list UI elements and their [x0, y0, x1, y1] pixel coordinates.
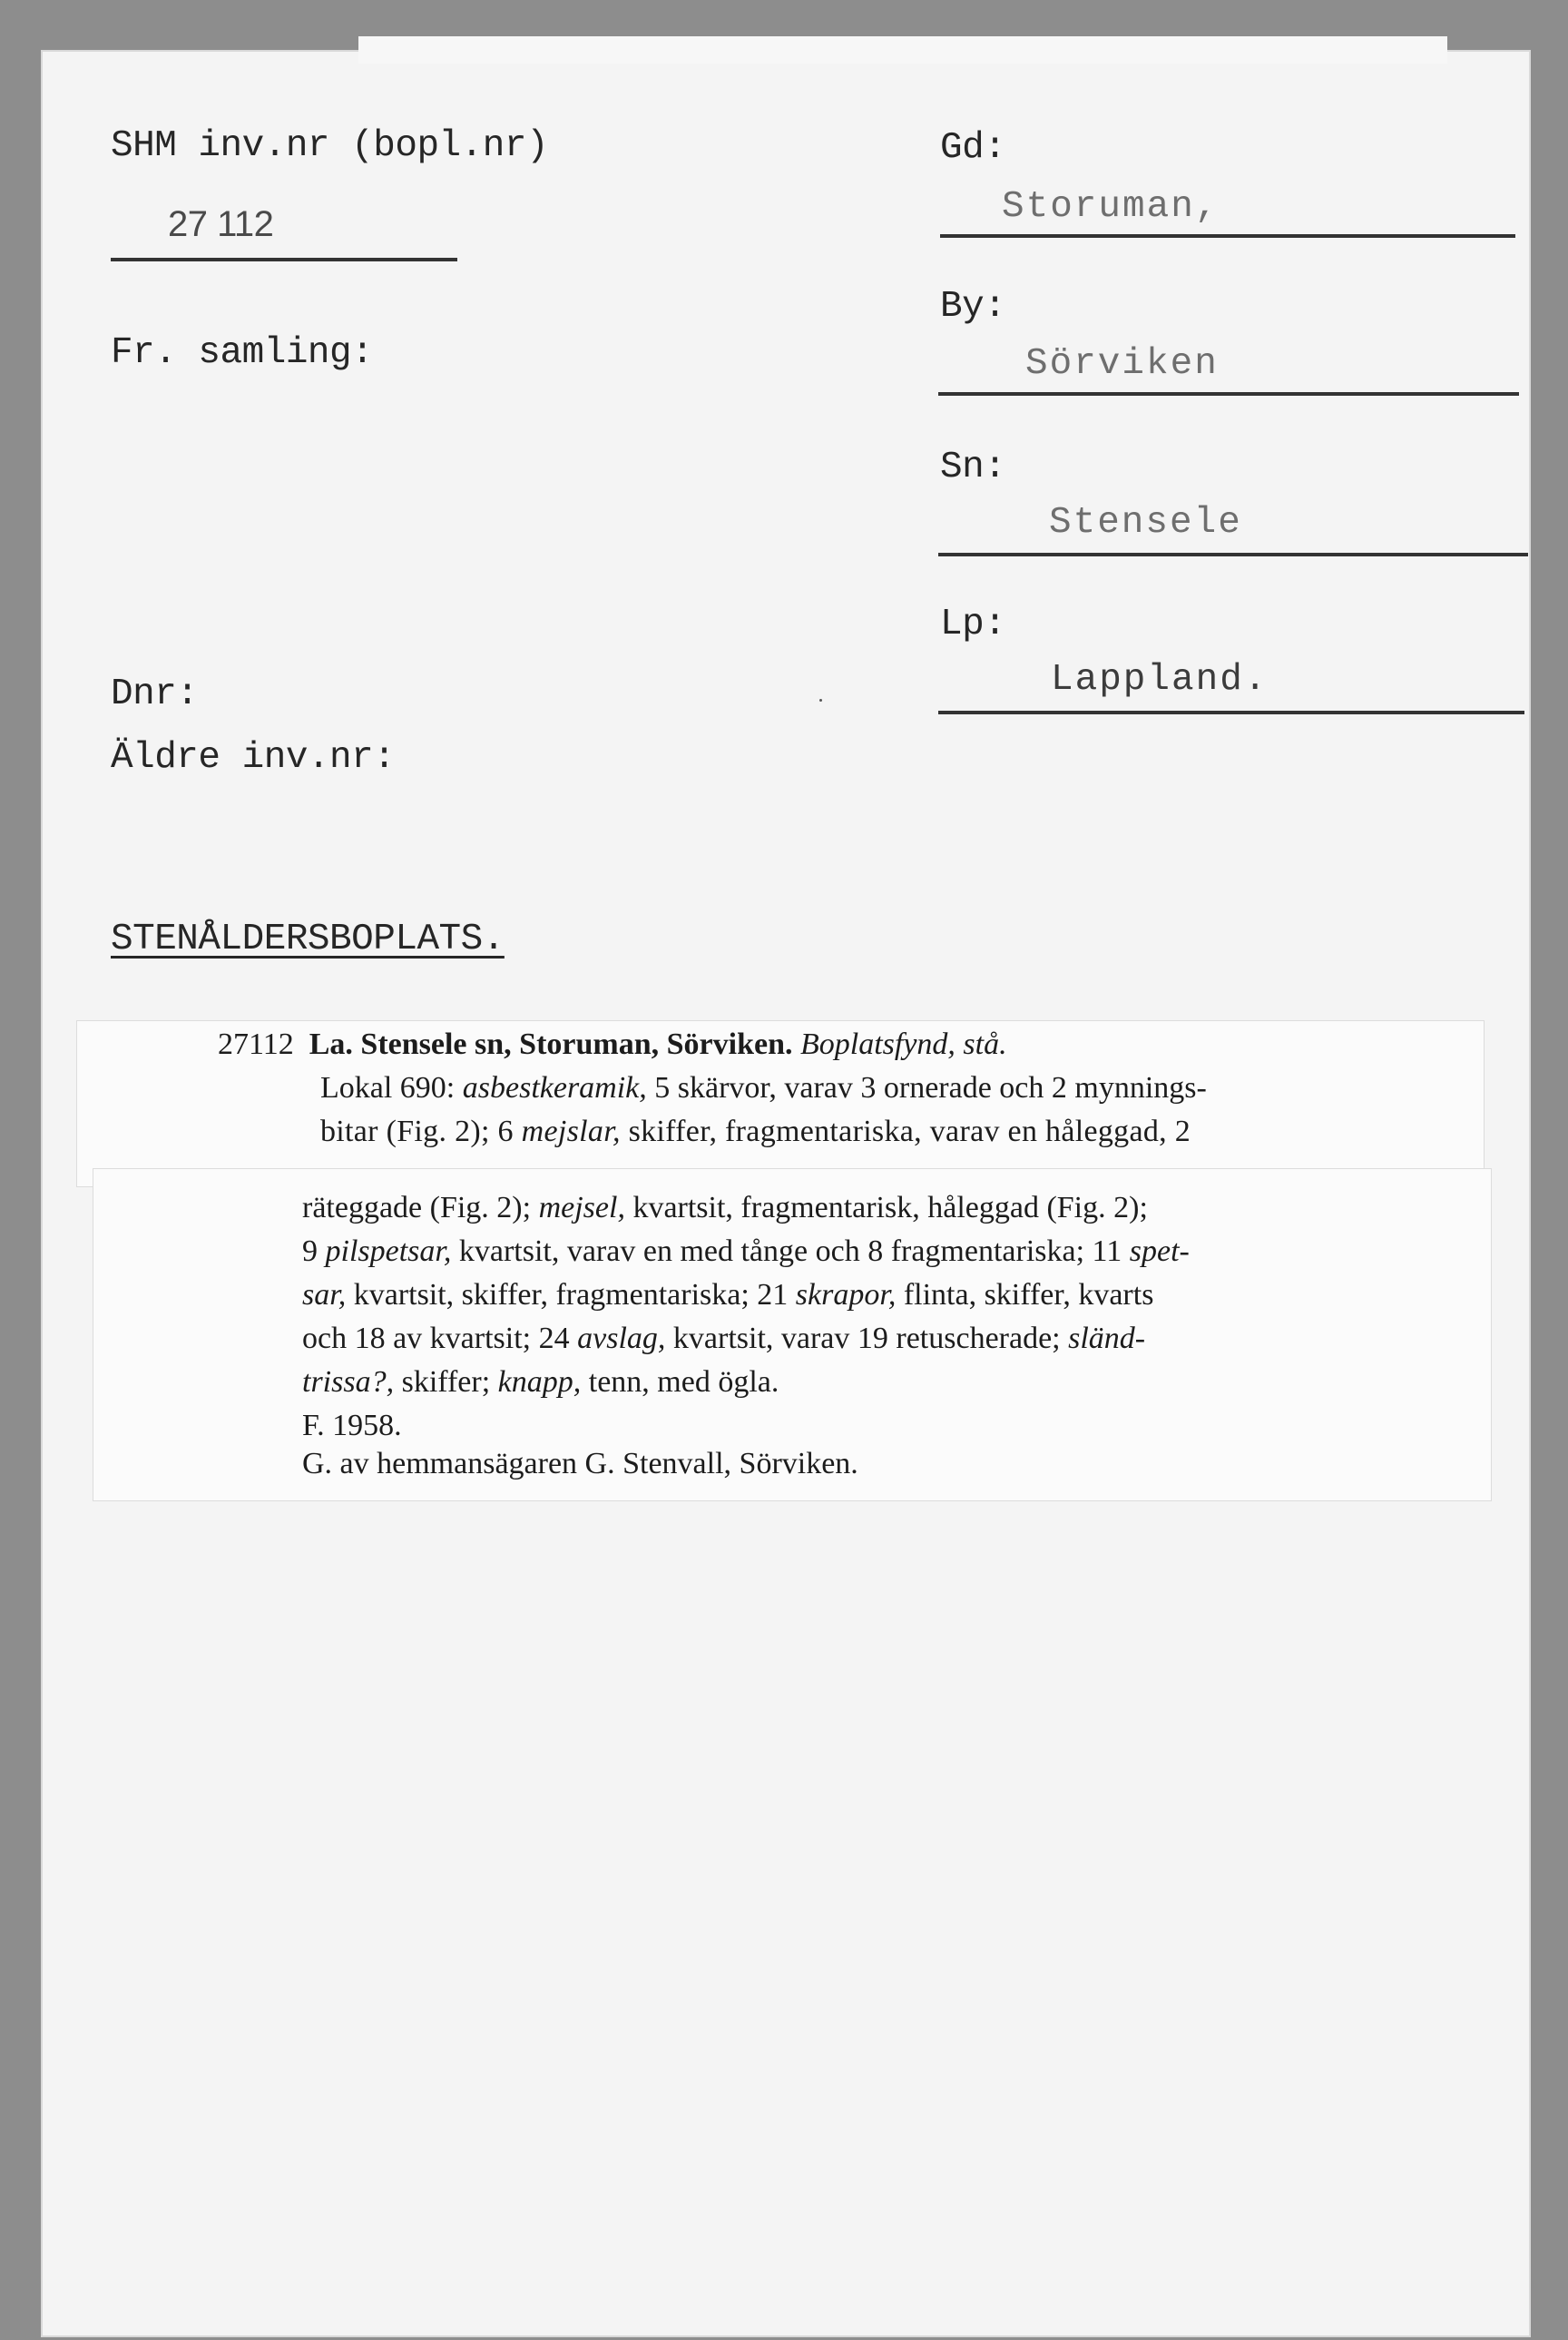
- clipping-line-10: G. av hemmansägaren G. Stenvall, Sörviken.: [302, 1447, 858, 1480]
- clipping-line-6: sar, kvartsit, skiffer, fragmentariska; 21 skrapor, flinta, skiffer, kvarts: [302, 1278, 1154, 1312]
- gd-underline: [940, 234, 1515, 238]
- sn-underline: [938, 553, 1528, 556]
- category-heading: STENÅLDERSBOPLATS.: [111, 919, 505, 960]
- clipping-line-7: och 18 av kvartsit; 24 avslag, kvartsit, varav 19 retuscherade; sländ-: [302, 1322, 1146, 1355]
- clipping-line-4: räteggade (Fig. 2); mejsel, kvartsit, fragmentarisk, håleggad (Fig. 2);: [302, 1191, 1148, 1224]
- clipping-line-8: trissa?, skiffer; knapp, tenn, med ögla.: [302, 1365, 779, 1399]
- inv-nr-underline: [111, 258, 457, 261]
- inv-nr-value: 27 112: [168, 204, 274, 244]
- card-top-strip: [358, 36, 1447, 64]
- inv-nr-label: SHM inv.nr (bopl.nr): [111, 125, 549, 167]
- aldre-inv-label: Äldre inv.nr:: [111, 737, 396, 779]
- gd-label: Gd:: [940, 127, 1006, 169]
- speck: [819, 699, 822, 702]
- clipping-heading: La. Stensele sn, Storuman, Sörviken.: [309, 1027, 793, 1061]
- clipping-number: 27112: [218, 1027, 294, 1061]
- clipping-line-2: Lokal 690: asbestkeramik, 5 skärvor, varav 3 ornerade och 2 mynnings-: [320, 1071, 1207, 1105]
- by-label: By:: [940, 286, 1006, 328]
- dnr-label: Dnr:: [111, 673, 199, 715]
- fr-samling-label: Fr. samling:: [111, 332, 374, 374]
- lp-value: Lappland.: [1051, 659, 1269, 701]
- lp-underline: [938, 711, 1524, 714]
- clipping-line-9: F. 1958.: [302, 1409, 402, 1442]
- by-underline: [938, 392, 1519, 396]
- clipping-line-1: [218, 1027, 1007, 1062]
- sn-label: Sn:: [940, 447, 1006, 488]
- clipping-line-5: 9 pilspetsar, kvartsit, varav en med tånge och 8 fragmentariska; 11 spet-: [302, 1234, 1190, 1268]
- clipping-heading-italic: Boplatsfynd, stå.: [799, 1027, 1007, 1061]
- gd-value: Storuman,: [1002, 186, 1220, 228]
- lp-label: Lp:: [940, 604, 1006, 645]
- clipping-line-3: bitar (Fig. 2); 6 mejslar, skiffer, fragmentariska, varav en håleggad, 2: [320, 1115, 1191, 1148]
- sn-value: Stensele: [1049, 502, 1242, 544]
- by-value: Sörviken: [1025, 343, 1219, 385]
